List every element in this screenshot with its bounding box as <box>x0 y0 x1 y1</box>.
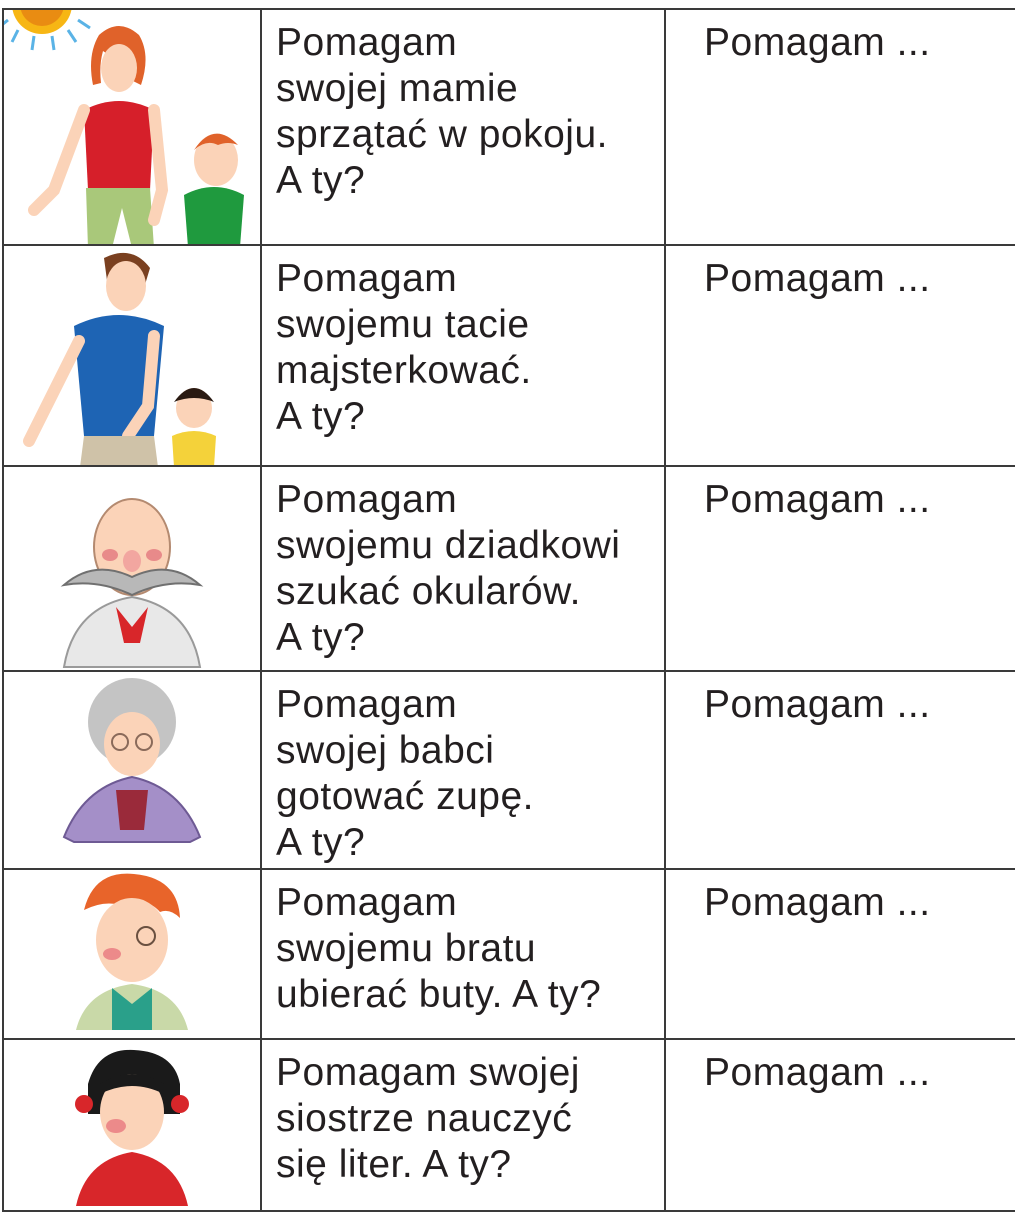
picture-cell <box>3 245 261 466</box>
picture-cell <box>3 1039 261 1211</box>
sentence-line: majsterkować. <box>276 349 532 392</box>
table-row <box>3 245 1015 466</box>
sentence-line: ubierać buty. A ty? <box>276 973 602 1016</box>
sentence-cell <box>261 9 665 245</box>
sun-icon <box>3 9 104 60</box>
sentence-line: swojej babci <box>276 729 495 772</box>
grandfather-illustration <box>4 467 260 671</box>
sentence-text <box>262 246 664 440</box>
answer-cell[interactable] <box>665 9 1015 245</box>
answer-prompt: Pomagam ... <box>704 257 931 300</box>
sentence-cell <box>261 671 665 869</box>
sentence-text <box>262 467 664 661</box>
sentence-line: Pomagam <box>276 478 458 521</box>
table-row <box>3 466 1015 671</box>
picture-cell <box>3 466 261 671</box>
sentence-text <box>262 870 664 1018</box>
sentence-line: gotować zupę. <box>276 775 535 818</box>
answer-prompt: Pomagam ... <box>704 683 931 726</box>
answer-cell[interactable] <box>665 245 1015 466</box>
sentence-line: szukać okularów. <box>276 570 581 613</box>
sentence-line: swojemu bratu <box>276 927 537 970</box>
picture-cell <box>3 671 261 869</box>
sentence-text <box>262 672 664 866</box>
sentence-line: Pomagam <box>276 683 458 726</box>
answer-prompt: Pomagam ... <box>704 21 931 64</box>
sentence-line: Pomagam <box>276 21 458 64</box>
sentence-line: A ty? <box>276 821 366 864</box>
picture-cell <box>3 869 261 1039</box>
sentence-line: siostrze nauczyć <box>276 1097 573 1140</box>
answer-cell[interactable] <box>665 671 1015 869</box>
answer-cell[interactable] <box>665 1039 1015 1211</box>
grandmother-illustration <box>4 672 260 869</box>
sentence-line: A ty? <box>276 159 366 202</box>
sentence-cell <box>261 1039 665 1211</box>
helping-worksheet-table <box>2 8 1015 1212</box>
sentence-text <box>262 10 664 204</box>
sentence-cell <box>261 466 665 671</box>
sentence-line: Pomagam <box>276 881 458 924</box>
sentence-line: Pomagam <box>276 257 458 300</box>
sister-illustration <box>4 1040 260 1211</box>
table-row <box>3 671 1015 869</box>
sentence-line: swojemu tacie <box>276 303 530 346</box>
father-and-daughter-illustration <box>4 246 260 466</box>
sentence-line: swojej mamie <box>276 67 519 110</box>
sentence-line: się liter. A ty? <box>276 1143 512 1186</box>
table-row <box>3 1039 1015 1211</box>
sentence-line: sprzątać w pokoju. <box>276 113 608 156</box>
sentence-cell <box>261 869 665 1039</box>
answer-cell[interactable] <box>665 869 1015 1039</box>
answer-prompt: Pomagam ... <box>704 478 931 521</box>
sentence-line: A ty? <box>276 616 366 659</box>
sentence-cell <box>261 245 665 466</box>
table-row <box>3 9 1015 245</box>
sentence-text <box>262 1040 664 1188</box>
answer-prompt: Pomagam ... <box>704 1051 931 1094</box>
brother-illustration <box>4 870 260 1039</box>
table-row <box>3 869 1015 1039</box>
sentence-line: swojemu dziadkowi <box>276 524 621 567</box>
sentence-line: Pomagam swojej <box>276 1051 580 1094</box>
picture-cell <box>3 9 261 245</box>
answer-cell[interactable] <box>665 466 1015 671</box>
sentence-line: A ty? <box>276 395 366 438</box>
answer-prompt: Pomagam ... <box>704 881 931 924</box>
